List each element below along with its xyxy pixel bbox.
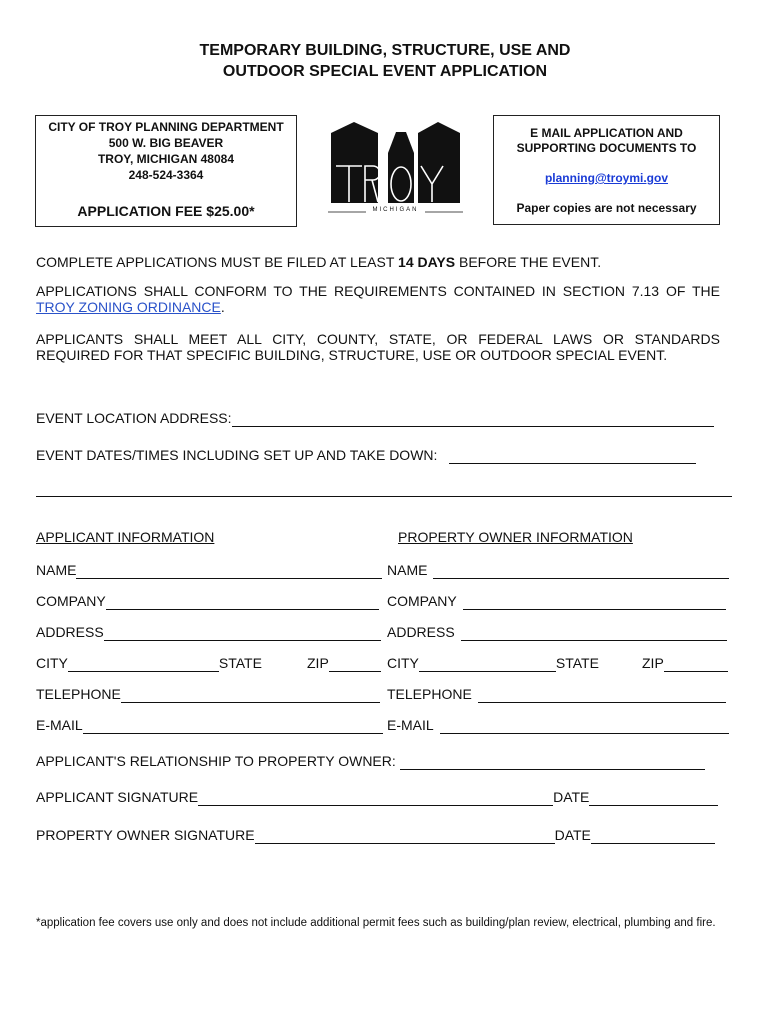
conformance-notice-pre: APPLICATIONS SHALL CONFORM TO THE REQUIREMENTS CONTAINED IN SECTION 7.13 OF THE: [36, 283, 720, 299]
applicant-company-row: [36, 592, 379, 610]
owner-telephone-row: [387, 685, 726, 703]
applicant-information-header: APPLICANT INFORMATION: [36, 529, 215, 545]
owner-city-label: CITY: [387, 655, 419, 671]
troy-logo: [328, 118, 463, 218]
applicant-city-input[interactable]: [68, 656, 219, 672]
applicant-city-row: [36, 654, 262, 672]
owner-company-label: COMPANY: [387, 593, 457, 609]
owner-address-label: ADDRESS: [387, 624, 455, 640]
event-dates-input-line-2[interactable]: [36, 496, 732, 497]
applicant-zip-input[interactable]: [329, 656, 381, 672]
fee-footnote: *application fee covers use only and does not include additional permit fees such as building/plan review, electrical, plumbing and fire.: [36, 917, 716, 929]
applicant-name-label: NAME: [36, 562, 77, 578]
application-fee: APPLICATION FEE $25.00*: [77, 203, 255, 219]
owner-zip-input[interactable]: [664, 656, 728, 672]
owner-zip-row: [642, 654, 728, 672]
department-street: 500 W. BIG BEAVER: [108, 136, 224, 150]
email-box-line-1: E MAIL APPLICATION AND: [530, 126, 683, 140]
applicant-address-input[interactable]: [104, 625, 381, 641]
owner-telephone-label: TELEPHONE: [387, 686, 472, 702]
filing-notice-days: 14 DAYS: [398, 254, 456, 270]
owner-state-label: STATE: [555, 655, 599, 671]
applicant-email-label: E-MAIL: [36, 717, 83, 733]
event-dates-row: [36, 446, 696, 464]
filing-notice-post: BEFORE THE EVENT.: [455, 254, 602, 270]
applicant-company-label: COMPANY: [36, 593, 106, 609]
email-instructions-box: [493, 115, 720, 225]
owner-date-input[interactable]: [591, 828, 715, 844]
owner-email-input[interactable]: [440, 718, 729, 734]
paper-copies-note: Paper copies are not necessary: [516, 201, 697, 215]
owner-email-row: [387, 716, 729, 734]
applicant-name-row: [36, 561, 382, 579]
applicant-zip-row: [307, 654, 381, 672]
planning-email-link[interactable]: planning@troymi.gov: [544, 171, 669, 185]
owner-company-row: [387, 592, 726, 610]
form-title-line-1: TEMPORARY BUILDING, STRUCTURE, USE AND: [199, 42, 571, 59]
owner-zip-label: ZIP: [642, 655, 664, 671]
event-dates-label: EVENT DATES/TIMES INCLUDING SET UP AND TAKE DOWN:: [36, 447, 438, 463]
event-location-label: EVENT LOCATION ADDRESS:: [36, 410, 232, 426]
applicant-date-input[interactable]: [589, 790, 718, 806]
owner-signature-label: PROPERTY OWNER SIGNATURE: [36, 827, 255, 843]
owner-date-label: DATE: [554, 827, 591, 843]
filing-deadline-notice: [36, 254, 726, 270]
event-location-input[interactable]: [232, 411, 714, 427]
relationship-row: [36, 752, 705, 770]
department-city: TROY, MICHIGAN 48084: [97, 152, 235, 166]
owner-name-row: [387, 561, 729, 579]
event-dates-input[interactable]: [449, 448, 696, 464]
conformance-notice: [36, 283, 720, 315]
filing-notice-pre: COMPLETE APPLICATIONS MUST BE FILED AT LEAST: [36, 254, 399, 270]
applicant-signature-input[interactable]: [198, 790, 553, 806]
department-name: CITY OF TROY PLANNING DEPARTMENT: [48, 120, 284, 134]
owner-company-input[interactable]: [463, 594, 726, 610]
owner-name-label: NAME: [387, 562, 428, 578]
event-location-row: [36, 409, 714, 427]
owner-signature-row: [36, 826, 715, 844]
email-box-line-2: SUPPORTING DOCUMENTS TO: [516, 141, 697, 155]
owner-address-row: [387, 623, 727, 641]
applicant-city-label: CITY: [36, 655, 68, 671]
owner-telephone-input[interactable]: [478, 687, 726, 703]
relationship-label: APPLICANT'S RELATIONSHIP TO PROPERTY OWNER:: [36, 753, 396, 769]
department-phone: 248-524-3364: [128, 168, 204, 182]
applicant-email-row: [36, 716, 383, 734]
laws-notice: APPLICANTS SHALL MEET ALL CITY, COUNTY, STATE, OR FEDERAL LAWS OR STANDARDS REQUIRED FOR THAT SPECIFIC BUILDING, STRUCTURE, USE OR OUTDOOR SPECIAL EVENT.: [36, 331, 720, 363]
applicant-zip-label: ZIP: [307, 655, 329, 671]
troy-house-logo-icon: [328, 118, 463, 218]
applicant-telephone-row: [36, 685, 380, 703]
owner-name-input[interactable]: [433, 563, 729, 579]
logo-subtitle: MICHIGAN: [372, 207, 419, 213]
form-title-line-2: OUTDOOR SPECIAL EVENT APPLICATION: [222, 63, 548, 80]
owner-signature-input[interactable]: [255, 828, 555, 844]
applicant-name-input[interactable]: [76, 563, 382, 579]
department-info-box: [35, 115, 297, 227]
owner-city-row: [387, 654, 599, 672]
applicant-email-input[interactable]: [83, 718, 383, 734]
applicant-state-label: STATE: [218, 655, 262, 671]
owner-address-input[interactable]: [461, 625, 727, 641]
applicant-date-label: DATE: [553, 789, 590, 805]
owner-email-label: E-MAIL: [387, 717, 434, 733]
applicant-signature-label: APPLICANT SIGNATURE: [36, 789, 199, 805]
applicant-address-label: ADDRESS: [36, 624, 104, 640]
troy-zoning-ordinance-link[interactable]: TROY ZONING ORDINANCE: [36, 299, 221, 315]
conformance-notice-post: .: [220, 299, 225, 315]
property-owner-information-header: PROPERTY OWNER INFORMATION: [398, 529, 633, 545]
applicant-address-row: [36, 623, 381, 641]
applicant-company-input[interactable]: [106, 594, 379, 610]
owner-city-input[interactable]: [419, 656, 556, 672]
applicant-telephone-label: TELEPHONE: [36, 686, 121, 702]
applicant-signature-row: [36, 788, 718, 806]
applicant-telephone-input[interactable]: [121, 687, 380, 703]
relationship-input[interactable]: [400, 754, 705, 770]
